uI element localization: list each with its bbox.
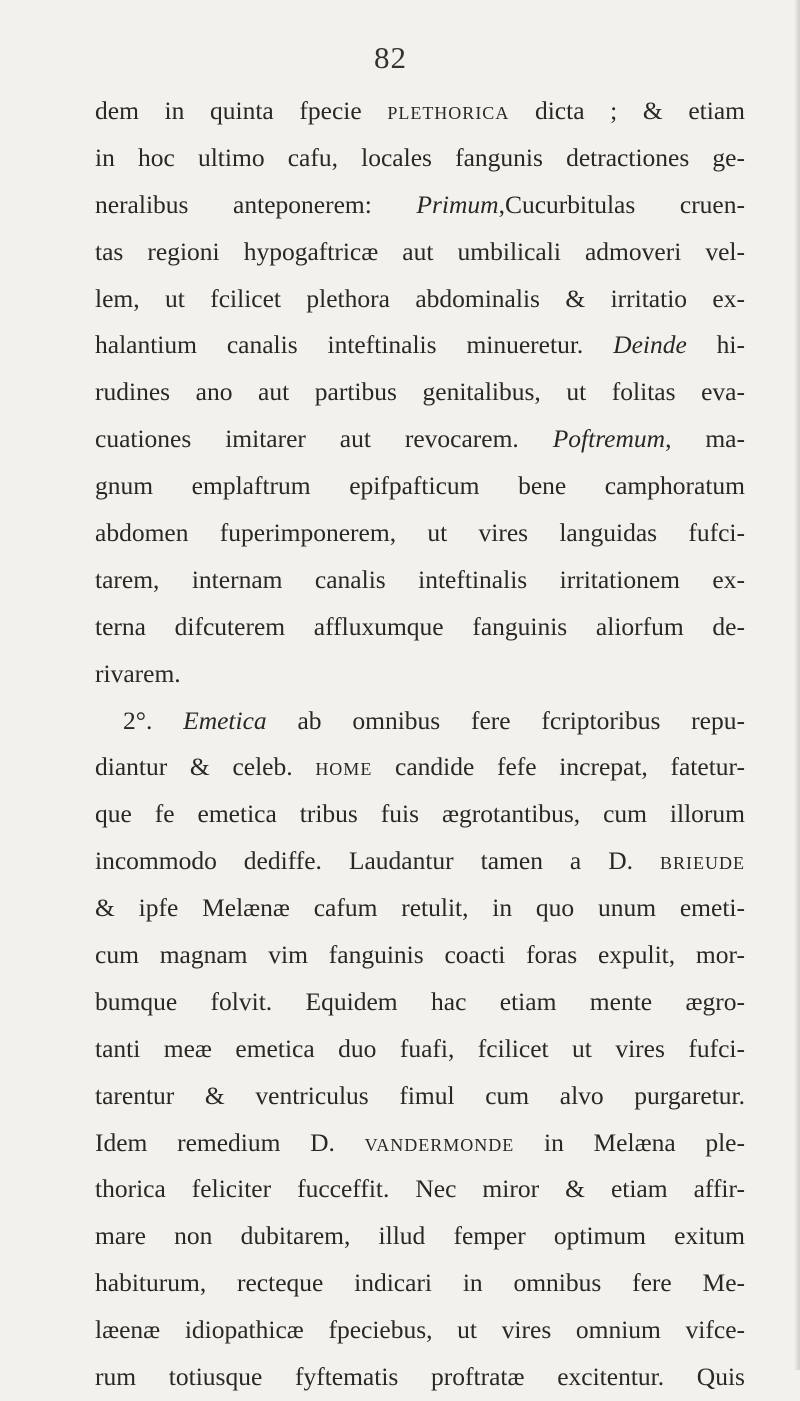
italic-term: Emetica bbox=[183, 705, 267, 735]
text-segment: diantur & celeb. bbox=[95, 752, 316, 782]
text-line bbox=[95, 510, 745, 557]
text-line bbox=[95, 932, 745, 979]
text-segment: , ma- bbox=[665, 424, 745, 454]
italic-term: Poftremum bbox=[552, 424, 666, 454]
text-line bbox=[95, 1166, 745, 1213]
text-line bbox=[95, 1073, 745, 1120]
text-segment: Idem remedium D. bbox=[95, 1127, 365, 1157]
text-line bbox=[95, 182, 745, 229]
text-segment: neralibus anteponerem: bbox=[95, 189, 417, 219]
italic-term: Deinde bbox=[613, 330, 687, 360]
text-line bbox=[95, 838, 745, 885]
small-caps-name: plethorica bbox=[387, 96, 510, 125]
text-line bbox=[95, 885, 745, 932]
text-segment: 2°. bbox=[123, 705, 184, 735]
text-line bbox=[95, 135, 745, 182]
text-segment: incommodo dediffe. Laudantur tamen a D. bbox=[95, 846, 660, 876]
text-segment: tarem, internam canalis inteftinalis irritationem ex- bbox=[95, 564, 745, 594]
text-segment: gnum emplaftrum epifpafticum bene camphoratum bbox=[95, 471, 745, 501]
text-line bbox=[95, 276, 745, 323]
text-line bbox=[95, 791, 745, 838]
text-segment: halantium canalis inteftinalis minueretur. bbox=[95, 330, 614, 360]
text-segment: dem in quinta fpecie bbox=[95, 96, 388, 125]
small-caps-name: brieude bbox=[660, 846, 745, 876]
text-segment: in Melæna ple- bbox=[514, 1127, 745, 1157]
text-segment: que fe emetica tribus fuis ægrotantibus, cum illorum bbox=[95, 799, 745, 829]
text-segment: dicta ; & etiam bbox=[509, 96, 745, 125]
text-line bbox=[95, 1213, 745, 1260]
text-line bbox=[95, 1260, 745, 1307]
text-segment: abdomen fuperimponerem, ut vires languidas fufci- bbox=[95, 518, 745, 548]
body-text bbox=[95, 88, 745, 1401]
text-segment: ab omnibus fere fcriptoribus repu- bbox=[266, 705, 745, 735]
text-segment: bumque folvit. Equidem hac etiam mente ægro- bbox=[95, 986, 745, 1016]
text-segment: ,Cucurbitulas cruen- bbox=[498, 189, 745, 219]
page-edge-shadow bbox=[794, 0, 800, 1370]
text-segment: rivarem. bbox=[95, 658, 181, 688]
text-line bbox=[95, 1026, 745, 1073]
page-number: 82 bbox=[374, 40, 407, 75]
text-line bbox=[95, 416, 745, 463]
text-line bbox=[95, 744, 745, 791]
text-line bbox=[95, 369, 745, 416]
text-line bbox=[95, 88, 745, 135]
text-line bbox=[95, 979, 745, 1026]
text-line bbox=[95, 1120, 745, 1167]
text-segment: cuationes imitarer aut revocarem. bbox=[95, 424, 553, 454]
text-segment: cum magnam vim fanguinis coacti foras expulit, mor- bbox=[95, 940, 745, 970]
text-segment: rudines ano aut partibus genitalibus, ut folitas eva- bbox=[95, 377, 745, 407]
small-caps-name: vandermonde bbox=[364, 1127, 515, 1157]
text-line bbox=[95, 651, 745, 698]
italic-term: Primum bbox=[416, 189, 499, 219]
text-line bbox=[95, 229, 745, 276]
text-segment: tas regioni hypogaftricæ aut umbilicali admoveri vel- bbox=[95, 236, 745, 266]
text-segment: læenæ idiopathicæ fpeciebus, ut vires omnium vifce- bbox=[95, 1315, 745, 1345]
text-segment: rum totiusque fyftematis proftratæ excitentur. Quis bbox=[95, 1362, 745, 1392]
text-line bbox=[95, 1354, 745, 1401]
text-segment: tarentur & ventriculus fimul cum alvo purgaretur. bbox=[95, 1080, 745, 1110]
text-segment: habiturum, recteque indicari in omnibus fere Me- bbox=[95, 1268, 745, 1298]
text-segment: thorica feliciter fucceffit. Nec miror & etiam affir- bbox=[95, 1174, 745, 1204]
text-segment: & ipfe Melænæ cafum retulit, in quo unum emeti- bbox=[95, 893, 745, 923]
text-line bbox=[95, 698, 745, 745]
text-line bbox=[95, 604, 745, 651]
text-segment: terna difcuterem affluxumque fanguinis aliorfum de- bbox=[95, 611, 745, 641]
small-caps-name: home bbox=[315, 752, 373, 782]
text-line bbox=[95, 557, 745, 604]
text-line bbox=[95, 322, 745, 369]
text-segment: tanti meæ emetica duo fuafi, fcilicet ut vires fufci- bbox=[95, 1033, 745, 1063]
text-segment: hi- bbox=[686, 330, 745, 360]
text-line bbox=[95, 1307, 745, 1354]
text-segment: lem, ut fcilicet plethora abdominalis & irritatio ex- bbox=[95, 283, 745, 313]
text-segment: mare non dubitarem, illud femper optimum exitum bbox=[95, 1221, 745, 1251]
text-segment: candide fefe increpat, fatetur- bbox=[372, 752, 745, 782]
text-segment: in hoc ultimo cafu, locales fangunis detractiones ge- bbox=[95, 142, 745, 172]
text-line bbox=[95, 463, 745, 510]
